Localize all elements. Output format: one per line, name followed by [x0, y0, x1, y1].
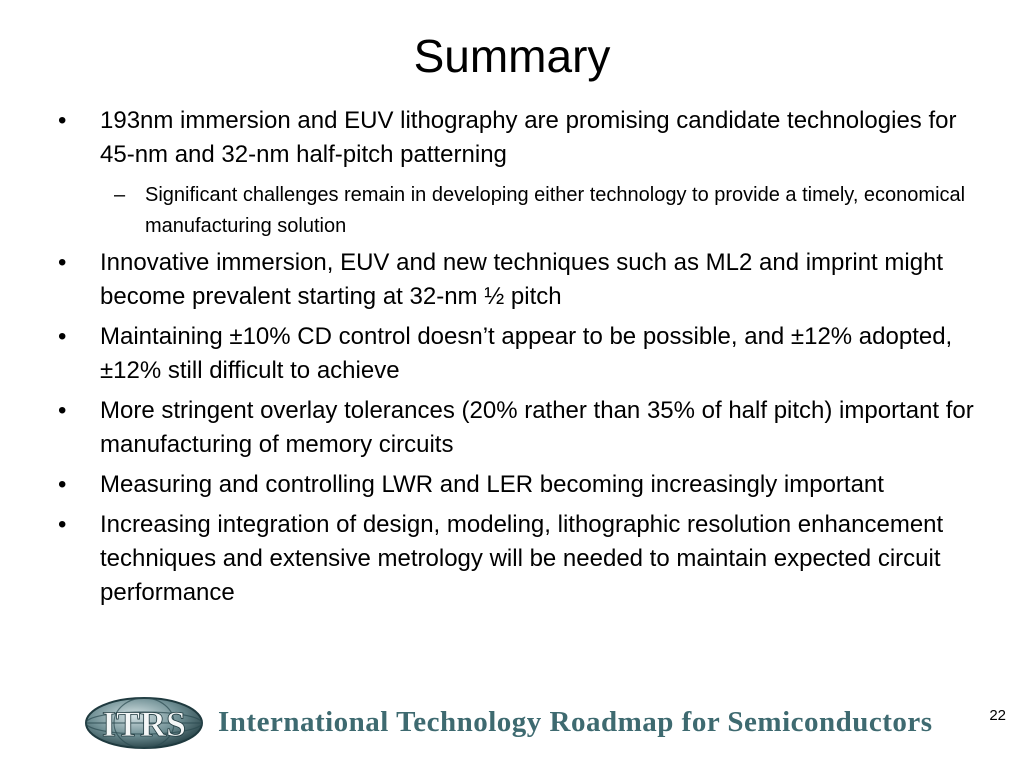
bullet-item [58, 468, 978, 502]
bullet-item [58, 508, 978, 610]
bullet-marker: • [58, 511, 67, 538]
page-number: 22 [989, 707, 1006, 724]
bullet-item [58, 320, 978, 388]
bullet-text: Maintaining ±10% CD control doesn’t appear to be possible, and ±12% adopted, ±12% still difficult to achieve [100, 323, 953, 384]
bullet-text: Increasing integration of design, modeling, lithographic resolution enhancement techniques and extensive metrology will be needed to maintain expected circuit performance [100, 511, 944, 606]
bullet-marker: • [58, 107, 67, 134]
bullet-list [58, 104, 978, 616]
bullet-text: More stringent overlay tolerances (20% rather than 35% of half pitch) important for manufacturing of memory circuits [100, 397, 974, 458]
bullet-marker: • [58, 249, 67, 276]
bullet-item [58, 394, 978, 462]
bullet-text: Measuring and controlling LWR and LER becoming increasingly important [100, 471, 884, 498]
sub-bullet-item [58, 180, 978, 242]
bullet-item [58, 246, 978, 314]
bullet-marker: • [58, 471, 67, 498]
slide-title: Summary [413, 30, 611, 82]
bullet-text: 193nm immersion and EUV lithography are promising candidate technologies for 45-nm and 32-nm half-pitch patterning [100, 107, 957, 168]
logo-text: ITRS [101, 704, 187, 744]
itrs-logo [84, 696, 210, 752]
bullet-item [58, 104, 978, 172]
organization-name: International Technology Roadmap for Semiconductors [218, 706, 933, 738]
sub-bullet-text: Significant challenges remain in developing either technology to provide a timely, economical manufacturing solution [145, 184, 966, 237]
bullet-marker: • [58, 323, 67, 350]
footer-banner [84, 696, 944, 752]
bullet-text: Innovative immersion, EUV and new techniques such as ML2 and imprint might become prevalent starting at 32-nm ½ pitch [100, 249, 944, 310]
bullet-marker: • [58, 397, 67, 424]
sub-bullet-marker: – [114, 184, 126, 206]
